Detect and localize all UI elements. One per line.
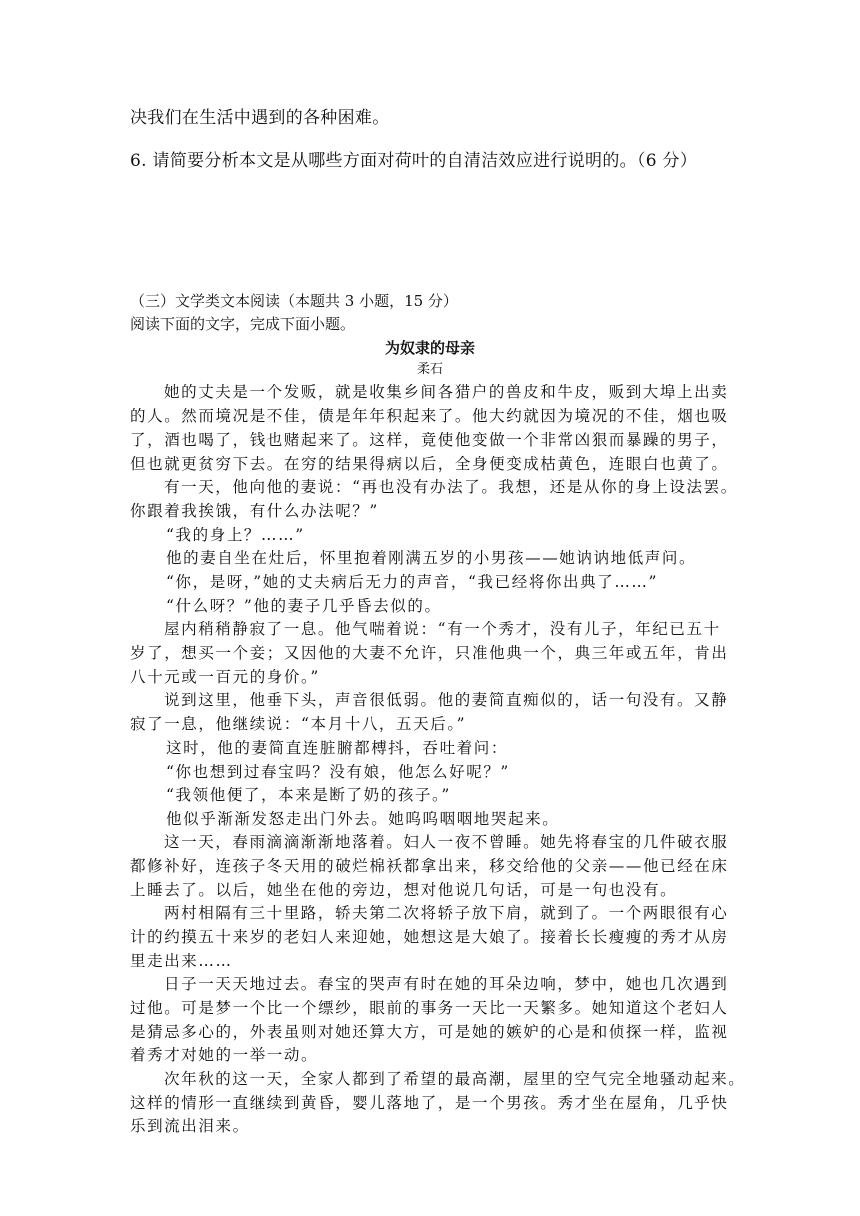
body-line: “我领他便了，本来是断了奶的孩子。” [166, 786, 451, 804]
body-line: 但也就更贫穷下去。在穷的结果得病以后，全身便变成枯黄色，连眼白也黄了。 [130, 455, 729, 473]
body-line: 乐到流出泪来。 [130, 1117, 250, 1135]
body-line: 里走出来…… [130, 952, 233, 970]
body-line: 上睡去了。以后，她坐在他的旁边，想对他说几句话，可是一句也没有。 [130, 881, 678, 899]
continued-text-line: 决我们在生活中遇到的各种困难。 [130, 108, 390, 128]
body-line: 屋内稍稍静寂了一息。他气喘着说：“有一个秀才，没有儿子，年纪已五十 [164, 620, 721, 638]
body-line: 着秀才对她的一举一动。 [130, 1046, 319, 1064]
body-line: 这一天，春雨滴滴渐渐地落着。妇人一夜不曾睡。她先将春宝的几件破衣服 [164, 833, 729, 851]
body-line: 这时，他的妻简直连脏腑都榑抖，吞吐着问： [166, 739, 509, 757]
body-line: 说到这里，他垂下头，声音很低弱。他的妻简直痴似的，话一句没有。又静 [164, 691, 729, 709]
body-line: “你也想到过春宝吗？没有娘，他怎么好呢？” [166, 763, 510, 781]
section-heading: （三）文学类文本阅读（本题共 3 小题，15 分） [130, 292, 458, 310]
body-line: 的人。然而境况是不佳，债是年年积起来了。他大约就因为境况的不佳，烟也吸 [130, 407, 729, 425]
body-line: “你，是呀，”她的丈夫病后无力的声音，“我已经将你出典了……” [166, 573, 659, 591]
article-title: 为奴隶的母亲 [384, 339, 475, 357]
article-author: 柔石 [416, 362, 443, 377]
body-line: 他似乎渐渐发怒走出门外去。她呜呜咽咽地哭起来。 [166, 810, 560, 828]
body-line: 这样的情形一直继续到黄昏，婴儿落地了，是一个男孩。秀才坐在屋角，几乎快 [130, 1094, 729, 1112]
body-line: 她的丈夫是一个发贩，就是收集乡间各猎户的兽皮和牛皮，贩到大埠上出卖 [164, 383, 729, 401]
body-line: 次年秋的这一天，全家人都到了希望的最高潮，屋里的空气完全地骚动起来。 [164, 1070, 746, 1088]
body-line: 过他。可是梦一个比一个缥纱，眼前的事务一天比一天繁多。她知道这个老妇人 [130, 999, 729, 1017]
reading-instruction: 阅读下面的文字，完成下面小题。 [130, 315, 356, 333]
body-line: 八十元或一百元的身价。” [130, 668, 320, 686]
body-line: 他的妻自坐在灶后，怀里抱着刚满五岁的小男孩——她讷讷地低声问。 [166, 549, 697, 567]
body-line: 了，酒也喝了，钱也赌起来了。这样，竟使他变做一个非常凶狠而暴躁的男子， [130, 431, 729, 449]
body-line: 是猜忌多心的，外表虽则对她还算大方，可是她的嫉妒的心是和侦探一样，监视 [130, 1023, 729, 1041]
question-6: 6. 请简要分析本文是从哪些方面对荷叶的自清洁效应进行说明的。（6 分） [130, 151, 698, 171]
body-line: 有一天，他向他的妻说：“再也没有办法了。我想，还是从你的身上设法罢。 [164, 478, 738, 496]
body-line: 你跟着我挨饿，有什么办法呢？” [130, 502, 379, 520]
body-line: 岁了，想买一个妾；又因他的大妻不允许，只准他典一个，典三年或五年，肯出 [130, 644, 729, 662]
body-line: 都修补好，连孩子冬天用的破烂棉袄都拿出来，移交给他的父亲——他已经在床 [130, 857, 729, 875]
body-line: 日子一天天地过去。春宝的哭声有时在她的耳朵边响，梦中，她也几次遇到 [164, 975, 729, 993]
body-line: 计的约摸五十来岁的老妇人来迎她，她想这是大娘了。接着长长瘦瘦的秀才从房 [130, 928, 729, 946]
body-line: “什么呀？”他的妻子几乎昏去似的。 [166, 597, 442, 615]
body-line: 两村相隔有三十里路，轿夫第二次将轿子放下肩，就到了。一个两眼很有心 [164, 904, 729, 922]
body-line: 寂了一息，他继续说：“本月十八，五天后。” [130, 715, 467, 733]
body-line: “我的身上？……” [166, 526, 305, 544]
